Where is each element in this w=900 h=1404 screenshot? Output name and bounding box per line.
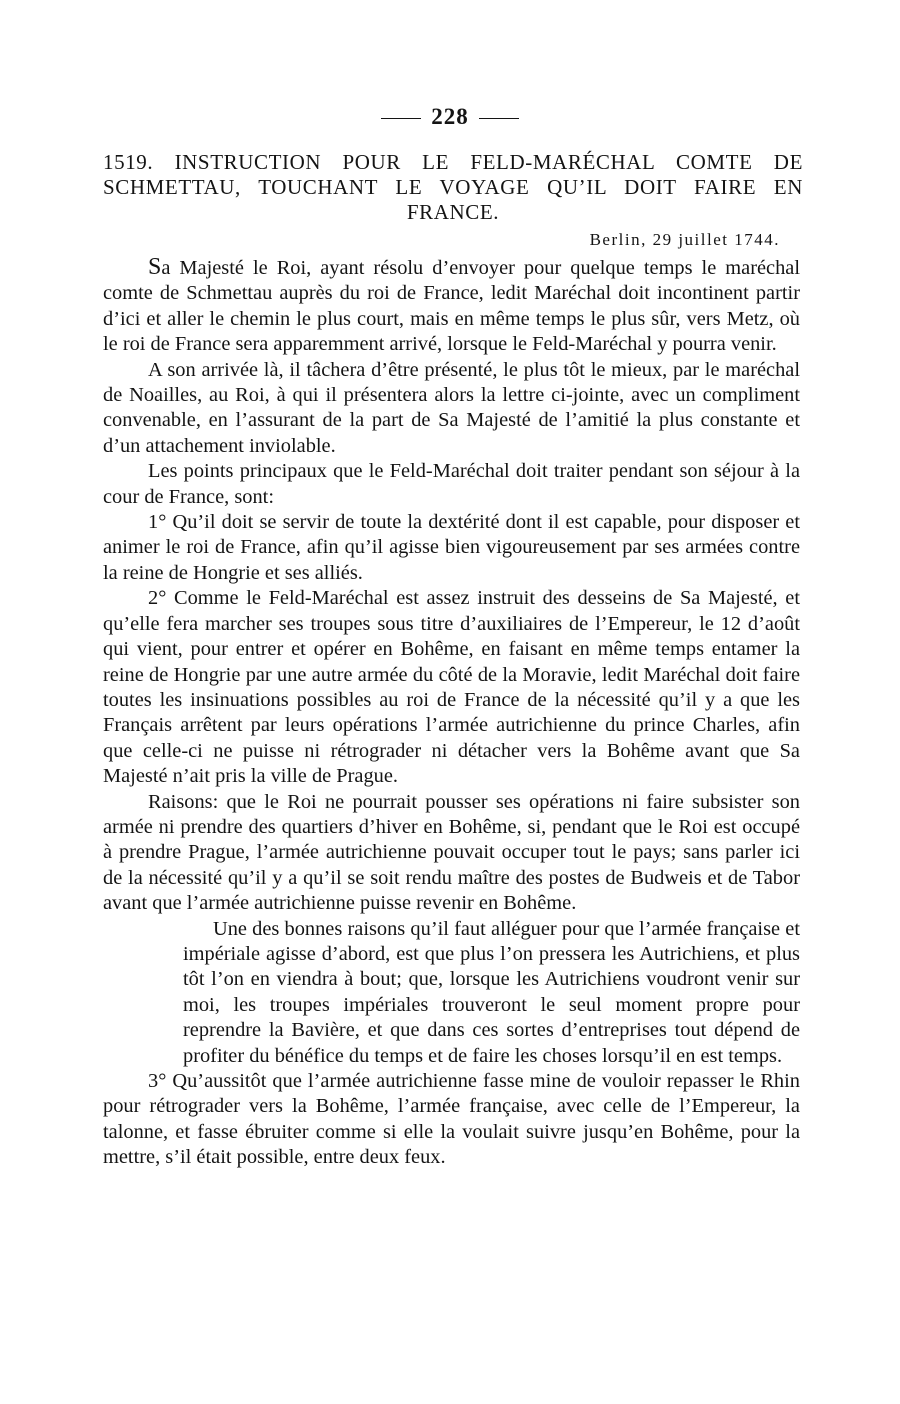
- dateline: Berlin, 29 juillet 1744.: [589, 230, 780, 249]
- paragraph: Les points principaux que le Feld-Maréchal doit traiter pendant son séjour à la cour de France, sont:: [103, 460, 800, 508]
- paragraph: A son arrivée là, il tâchera d’être présenté, le plus tôt le mieux, par le maréchal de Noailles, au Roi, à qui il présentera alors la lettre ci-jointe, avec un compliment convenable, en l’assurant de la part de Sa Majesté de l’amitié la plus constante et d’un attachement inviolable.: [103, 358, 800, 457]
- document-title: INSTRUCTION POUR LE FELD-MARÉCHAL COMTE DE SCHMETTAU, TOUCHANT LE VOYAGE QU’IL DOIT FAIRE EN FRANCE.: [103, 150, 803, 224]
- paragraph: 1° Qu’il doit se servir de toute la dextérité dont il est capable, pour disposer et animer le roi de France, afin qu’il agisse bien vigoureusement par ses armées contre la reine de Hongrie et ses alliés.: [103, 511, 800, 584]
- paragraph: 2° Comme le Feld-Maréchal est assez instruit des desseins de Sa Majesté, et qu’elle fera marcher ses troupes sous titre d’auxiliaires de l’Empereur, le 12 d’août qui vient, pour entrer et opérer en Bohême, en faisant en même temps entamer la reine de Hongrie par une autre armée du côté de la Moravie, ledit Maréchal doit faire toutes les insinuations possibles au roi de France de la nécessité qu’il y a que les Français arrêtent par leurs opérations l’armée autrichienne du prince Charles, afin que celle-ci ne puisse ni rétrograder ni détacher vers la Bohême avant que Sa Majesté n’ait pris la ville de Prague.: [103, 587, 800, 788]
- body-text: [103, 255, 800, 1171]
- folio-dash-right: [479, 118, 519, 119]
- document-number: 1519.: [103, 150, 154, 174]
- page-number: [0, 104, 900, 130]
- folio-dash-left: [381, 118, 421, 119]
- paragraph: Raisons: que le Roi ne pourrait pousser ses opérations ni faire subsister son armée ni prendre des quartiers d’hiver en Bohême, si, pendant que le Roi est occupé à prendre Prague, l’armée autrichienne pouvait occuper tout le pays; sans parler ici de la nécessité qu’il y a qu’il se soit rendu maître des postes de Budweis et de Tabor avant que l’armée autrichienne puisse revenir en Bohême.: [103, 790, 800, 915]
- page-number-text: 228: [431, 104, 469, 129]
- indented-paragraph: Une des bonnes raisons qu’il faut alléguer pour que l’armée française et impériale agisse d’abord, est que plus l’on pressera les Autrichiens, et plus tôt l’on en viendra à bout; que, lorsque les Autrichiens voudront venir sur moi, les troupes impériales trouveront le seul moment propre pour reprendre la Bavière, et que dans ces sortes d’entreprises tout dépend de profiter du bénéfice du temps et de faire les choses lorsqu’il en est temps.: [183, 917, 800, 1067]
- paragraph: 3° Qu’aussitôt que l’armée autrichienne fasse mine de vouloir repasser le Rhin pour rétrograder vers la Bohême, l’armée française, avec celle de l’Empereur, la talonne, et fasse ébruiter comme si elle la voulait suivre jusqu’en Bohême, pour la mettre, s’il était possible, entre deux feux.: [103, 1070, 800, 1169]
- paragraph: Sa Majesté le Roi, ayant résolu d’envoyer pour quelque temps le maréchal comte de Schmettau auprès du roi de France, ledit Maréchal doit incontinent partir d’ici et aller le chemin le plus court, mais en même temps le plus sûr, vers Metz, où le roi de France sera apparemment arrivé, lorsque le Feld-Maréchal y pourra venir.: [103, 254, 800, 356]
- document-heading: [103, 150, 803, 225]
